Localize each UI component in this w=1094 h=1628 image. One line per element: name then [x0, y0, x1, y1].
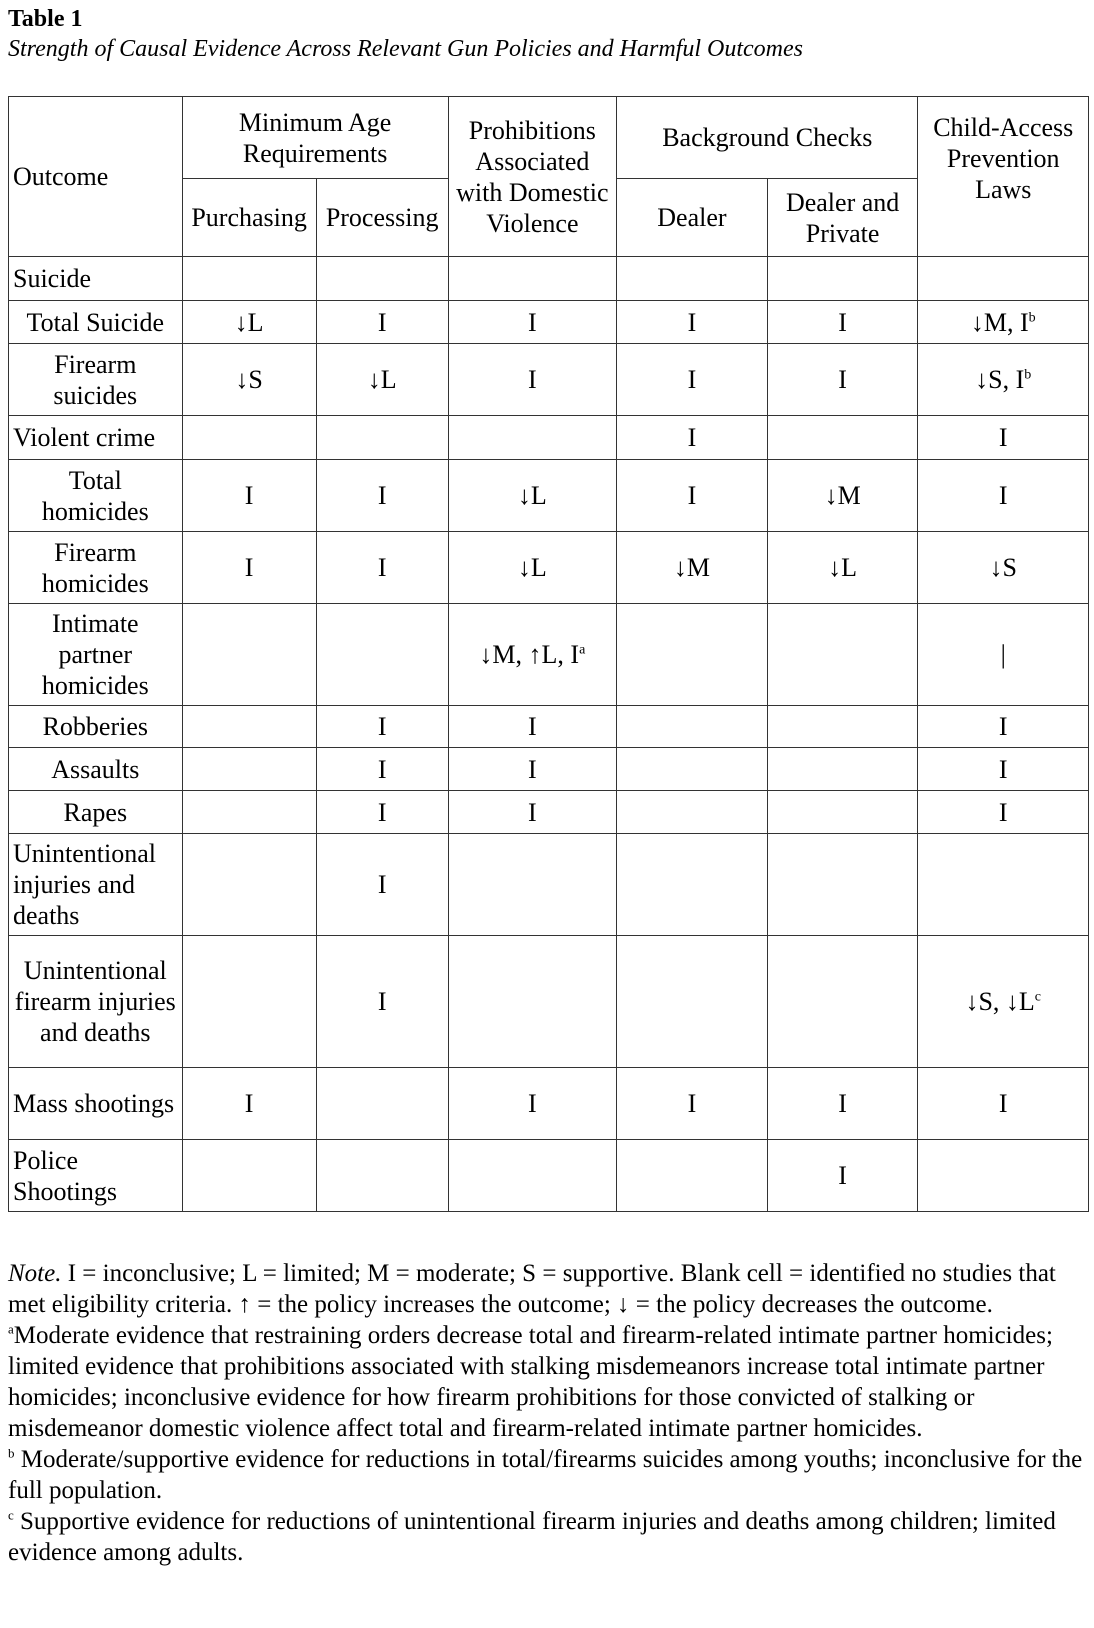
- evidence-value: [518, 553, 547, 582]
- evidence-cell: [448, 460, 616, 532]
- evidence-cell: [617, 532, 768, 604]
- evidence-rating: I: [687, 481, 697, 510]
- evidence-cell: [767, 604, 918, 706]
- outcome-cell: Intimate partner homicides: [9, 604, 183, 706]
- evidence-cell: [918, 460, 1089, 532]
- evidence-cell: [767, 748, 918, 791]
- outcome-cell: Firearm homicides: [9, 532, 183, 604]
- evidence-cell: [182, 706, 316, 748]
- evidence-value: [838, 1089, 847, 1118]
- evidence-rating: ↓M: [673, 553, 710, 582]
- header-minimum-age: Minimum Age Requirements: [182, 97, 448, 179]
- evidence-cell: [182, 460, 316, 532]
- note-text: I = inconclusive; L = limited; M = moderate; S = supportive. Blank cell = identified no studies that met eligibility criteria. ↑ = the policy increases the outcome; ↓ = the policy decreases the outcome.: [8, 1260, 1056, 1318]
- header-dealer-private: Dealer and Private: [767, 179, 918, 257]
- evidence-value: [999, 755, 1008, 784]
- table-notes: [8, 1258, 1088, 1568]
- evidence-cell: [316, 416, 448, 460]
- evidence-rating: ↓L: [517, 481, 547, 510]
- note-general: [8, 1258, 1088, 1320]
- evidence-value: [245, 481, 254, 510]
- footnote-marker: b: [1024, 367, 1032, 383]
- evidence-cell: [448, 1068, 616, 1140]
- evidence-value: [1001, 640, 1006, 669]
- evidence-cell: [448, 1140, 616, 1212]
- evidence-cell: [182, 532, 316, 604]
- evidence-cell: [767, 416, 918, 460]
- evidence-table: [8, 96, 1089, 1212]
- table-row: [9, 748, 1089, 791]
- evidence-cell: [448, 936, 616, 1068]
- evidence-cell: [617, 460, 768, 532]
- evidence-cell: [617, 604, 768, 706]
- table-row: [9, 301, 1089, 344]
- evidence-cell: [918, 344, 1089, 416]
- evidence-value: [378, 798, 387, 827]
- evidence-value: [688, 1089, 697, 1118]
- evidence-cell: [918, 748, 1089, 791]
- evidence-rating: I: [998, 423, 1008, 452]
- evidence-rating: ↓S: [235, 365, 263, 394]
- outcome-cell: Police Shootings: [9, 1140, 183, 1212]
- footnote-marker: a: [579, 642, 586, 658]
- evidence-cell: [767, 344, 918, 416]
- evidence-rating: ↓S, ↓L: [965, 987, 1035, 1016]
- evidence-value: [688, 308, 697, 337]
- table-row: [9, 257, 1089, 301]
- header-processing: Processing: [316, 179, 448, 257]
- evidence-value: [999, 423, 1008, 452]
- evidence-cell: [182, 834, 316, 936]
- evidence-cell: [767, 936, 918, 1068]
- evidence-value: [479, 640, 585, 669]
- evidence-value: [378, 712, 387, 741]
- footnote-c-mark: c: [8, 1507, 14, 1523]
- header-outcome: Outcome: [9, 97, 183, 257]
- evidence-value: [838, 365, 847, 394]
- outcome-cell: Total homicides: [9, 460, 183, 532]
- evidence-cell: [182, 936, 316, 1068]
- evidence-value: [528, 712, 537, 741]
- table-row: [9, 1140, 1089, 1212]
- evidence-cell: [182, 416, 316, 460]
- table-row: [9, 1068, 1089, 1140]
- footnote-a-mark: a: [8, 1321, 14, 1337]
- evidence-value: [378, 481, 387, 510]
- evidence-cell: [617, 416, 768, 460]
- note-label: Note.: [8, 1260, 62, 1287]
- evidence-value: [235, 365, 262, 394]
- evidence-rating: I: [377, 987, 387, 1016]
- evidence-rating: I: [998, 797, 1008, 827]
- evidence-cell: [316, 604, 448, 706]
- evidence-cell: [316, 1068, 448, 1140]
- evidence-cell: [316, 257, 448, 301]
- evidence-rating: I: [687, 423, 697, 452]
- evidence-cell: [918, 1140, 1089, 1212]
- evidence-value: [838, 308, 847, 337]
- evidence-value: [518, 481, 547, 510]
- evidence-cell: [316, 1140, 448, 1212]
- evidence-rating: I: [377, 712, 387, 741]
- evidence-cell: [448, 834, 616, 936]
- footnote-b-text: Moderate/supportive evidence for reductions in total/firearms suicides among youths; inconclusive for the full population.: [8, 1446, 1083, 1504]
- evidence-cell: [767, 460, 918, 532]
- outcome-cell: Total Suicide: [9, 301, 183, 344]
- evidence-value: [990, 553, 1017, 582]
- evidence-cell: [316, 834, 448, 936]
- evidence-value: [971, 308, 1036, 337]
- evidence-rating: I: [244, 1089, 254, 1118]
- evidence-rating: |: [1000, 640, 1006, 669]
- evidence-value: [378, 987, 387, 1016]
- evidence-cell: [918, 416, 1089, 460]
- evidence-rating: I: [377, 870, 387, 899]
- evidence-value: [528, 1089, 537, 1118]
- evidence-cell: [617, 1068, 768, 1140]
- evidence-cell: [448, 706, 616, 748]
- evidence-rating: I: [998, 1089, 1008, 1118]
- header-background-checks: Background Checks: [617, 97, 918, 179]
- evidence-cell: [767, 1140, 918, 1212]
- table-row: [9, 791, 1089, 834]
- table-row: [9, 604, 1089, 706]
- evidence-value: [235, 308, 264, 337]
- evidence-cell: [448, 416, 616, 460]
- evidence-rating: ↓L: [234, 307, 264, 337]
- evidence-cell: [767, 532, 918, 604]
- evidence-cell: [617, 791, 768, 834]
- evidence-cell: [316, 791, 448, 834]
- footnote-marker: b: [1028, 309, 1036, 325]
- outcome-cell: Robberies: [9, 706, 183, 748]
- evidence-cell: [918, 301, 1089, 344]
- evidence-value: [688, 365, 697, 394]
- evidence-value: [674, 553, 710, 582]
- evidence-cell: [448, 344, 616, 416]
- evidence-rating: ↓L: [828, 553, 858, 582]
- table-row: [9, 344, 1089, 416]
- evidence-value: [378, 308, 387, 337]
- evidence-rating: I: [528, 797, 537, 827]
- footnote-b: [8, 1444, 1088, 1506]
- evidence-cell: [448, 257, 616, 301]
- evidence-rating: I: [528, 307, 537, 337]
- evidence-rating: I: [244, 553, 254, 582]
- footnote-c-text: Supportive evidence for reductions of unintentional firearm injuries and deaths among children; limited evidence among adults.: [8, 1508, 1056, 1566]
- evidence-value: [999, 798, 1008, 827]
- evidence-rating: I: [377, 553, 387, 582]
- evidence-rating: I: [687, 307, 697, 337]
- header-child-access: Child-Access Prevention Laws: [918, 97, 1089, 257]
- evidence-cell: [617, 344, 768, 416]
- evidence-rating: I: [838, 1161, 847, 1190]
- evidence-cell: [182, 344, 316, 416]
- evidence-cell: [316, 460, 448, 532]
- evidence-value: [378, 755, 387, 784]
- evidence-rating: I: [377, 754, 387, 784]
- evidence-cell: [182, 604, 316, 706]
- evidence-cell: [617, 706, 768, 748]
- evidence-cell: [182, 748, 316, 791]
- table-row: [9, 706, 1089, 748]
- evidence-cell: [316, 344, 448, 416]
- evidence-cell: [617, 301, 768, 344]
- evidence-cell: [448, 748, 616, 791]
- evidence-rating: ↓L: [517, 553, 547, 582]
- evidence-rating: ↓M, I: [970, 307, 1029, 337]
- evidence-cell: [617, 748, 768, 791]
- evidence-cell: [316, 936, 448, 1068]
- footnote-a: [8, 1320, 1088, 1444]
- evidence-cell: [182, 257, 316, 301]
- header-dealer: Dealer: [617, 179, 768, 257]
- header-row-top: [9, 97, 1089, 179]
- evidence-value: [975, 365, 1031, 394]
- evidence-rating: ↓L: [367, 365, 397, 394]
- table-body: [9, 257, 1089, 1212]
- evidence-rating: I: [244, 481, 254, 510]
- evidence-cell: [617, 936, 768, 1068]
- evidence-cell: [767, 791, 918, 834]
- evidence-value: [999, 481, 1008, 510]
- evidence-cell: [918, 257, 1089, 301]
- evidence-cell: [316, 706, 448, 748]
- header-purchasing: Purchasing: [182, 179, 316, 257]
- outcome-cell: Firearm suicides: [9, 344, 183, 416]
- evidence-rating: I: [528, 754, 537, 784]
- outcome-cell: Unintentional injuries and deaths: [9, 834, 183, 936]
- table-row: [9, 936, 1089, 1068]
- evidence-rating: I: [377, 307, 387, 337]
- evidence-rating: I: [838, 307, 847, 337]
- evidence-value: [528, 365, 537, 394]
- evidence-cell: [918, 706, 1089, 748]
- evidence-rating: ↓S: [989, 553, 1017, 582]
- evidence-value: [688, 423, 697, 452]
- evidence-cell: [767, 834, 918, 936]
- evidence-rating: I: [838, 1089, 847, 1118]
- table-title: Strength of Causal Evidence Across Relevant Gun Policies and Harmful Outcomes: [8, 36, 803, 62]
- evidence-value: [245, 1089, 254, 1118]
- evidence-rating: I: [377, 797, 387, 827]
- evidence-cell: [316, 748, 448, 791]
- evidence-cell: [182, 1068, 316, 1140]
- evidence-value: [528, 755, 537, 784]
- footnote-marker: c: [1034, 989, 1042, 1005]
- evidence-value: [368, 365, 397, 394]
- evidence-value: [378, 553, 387, 582]
- evidence-cell: [182, 301, 316, 344]
- evidence-rating: I: [528, 365, 537, 394]
- evidence-cell: [918, 1068, 1089, 1140]
- outcome-cell: Unintentional firearm injuries and deaths: [9, 936, 183, 1068]
- table-row: [9, 460, 1089, 532]
- outcome-cell: Mass shootings: [9, 1068, 183, 1140]
- evidence-rating: I: [528, 712, 537, 741]
- evidence-value: [828, 553, 857, 582]
- evidence-value: [245, 553, 254, 582]
- header-prohibitions: Prohibitions Associated with Domestic Violence: [448, 97, 616, 257]
- table-row: [9, 834, 1089, 936]
- evidence-rating: I: [687, 1089, 697, 1118]
- evidence-cell: [767, 257, 918, 301]
- evidence-cell: [617, 257, 768, 301]
- evidence-rating: ↓S, I: [975, 365, 1025, 394]
- evidence-cell: [918, 532, 1089, 604]
- table-row: [9, 532, 1089, 604]
- outcome-cell: Suicide: [9, 257, 183, 301]
- evidence-value: [999, 712, 1008, 741]
- evidence-cell: [767, 706, 918, 748]
- evidence-cell: [448, 604, 616, 706]
- evidence-value: [999, 1089, 1008, 1118]
- evidence-rating: ↓M, ↑L, I: [479, 640, 580, 669]
- evidence-cell: [182, 1140, 316, 1212]
- evidence-value: [688, 481, 697, 510]
- footnote-b-mark: b: [8, 1445, 15, 1461]
- evidence-value: [838, 1161, 847, 1190]
- evidence-value: [378, 870, 387, 899]
- evidence-cell: [918, 936, 1089, 1068]
- evidence-rating: I: [687, 365, 697, 394]
- evidence-rating: I: [377, 481, 387, 510]
- evidence-cell: [316, 532, 448, 604]
- table-row: [9, 416, 1089, 460]
- evidence-rating: I: [998, 712, 1008, 741]
- evidence-cell: [182, 791, 316, 834]
- evidence-cell: [316, 301, 448, 344]
- outcome-cell: Rapes: [9, 791, 183, 834]
- evidence-rating: I: [998, 754, 1008, 784]
- evidence-value: [528, 798, 537, 827]
- evidence-cell: [448, 301, 616, 344]
- evidence-cell: [448, 791, 616, 834]
- evidence-rating: I: [998, 481, 1008, 510]
- footnote-a-text: Moderate evidence that restraining orders decrease total and firearm-related intimate partner homicides; limited evidence that prohibitions associated with stalking misdemeanors increase total intimate partner homicides; inconclusive evidence for how firearm prohibitions for those convicted of stalking or misdemeanor domestic violence affect total and firearm-related intimate partner homicides.: [8, 1322, 1053, 1442]
- footnote-c: [8, 1506, 1088, 1568]
- table-label: Table 1: [8, 6, 83, 32]
- evidence-cell: [617, 1140, 768, 1212]
- outcome-cell: Violent crime: [9, 416, 183, 460]
- evidence-value: [825, 481, 861, 510]
- evidence-cell: [918, 791, 1089, 834]
- evidence-value: [965, 987, 1041, 1016]
- evidence-rating: I: [838, 365, 847, 394]
- evidence-cell: [767, 1068, 918, 1140]
- evidence-rating: I: [528, 1089, 537, 1118]
- evidence-cell: [918, 834, 1089, 936]
- evidence-cell: [448, 532, 616, 604]
- evidence-cell: [918, 604, 1089, 706]
- evidence-cell: [767, 301, 918, 344]
- evidence-rating: ↓M: [824, 481, 861, 510]
- outcome-cell: Assaults: [9, 748, 183, 791]
- evidence-value: [528, 308, 537, 337]
- evidence-cell: [617, 834, 768, 936]
